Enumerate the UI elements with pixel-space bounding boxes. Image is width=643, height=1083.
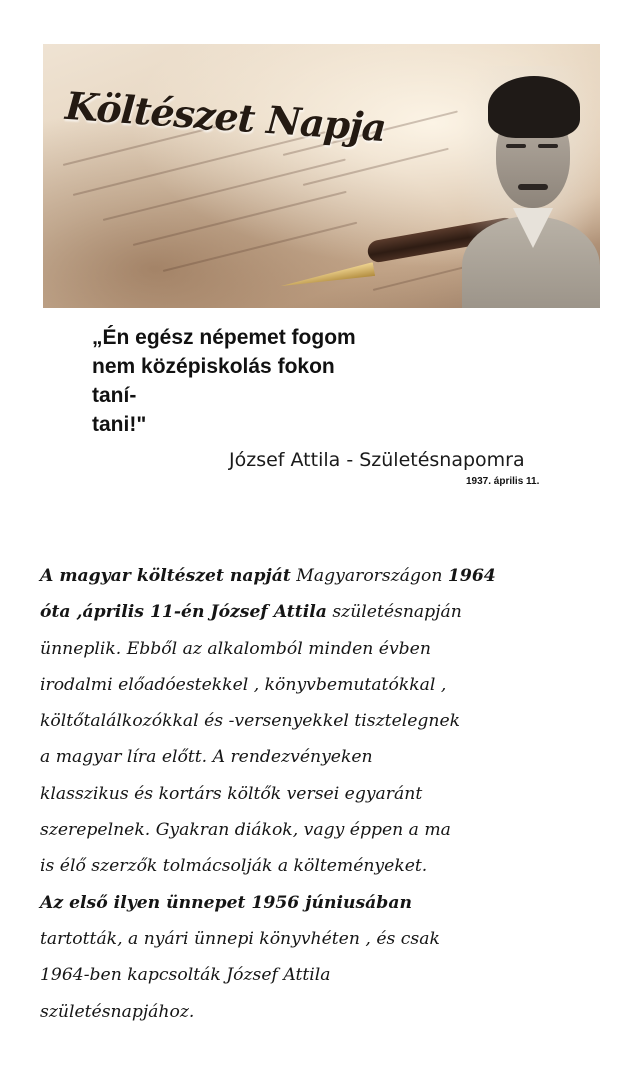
quote-line: tani!" — [92, 413, 147, 436]
portrait-icon — [458, 66, 600, 308]
body-line: klasszikus és kortárs költők versei egyaránt — [40, 783, 423, 804]
poem-quote — [92, 323, 412, 439]
quote-date: 1937. április 11. — [466, 476, 540, 487]
body-line: a magyar líra előtt. A rendezvényeken — [40, 747, 373, 768]
banner-title: Költészet Napja — [63, 82, 388, 151]
article-body — [40, 558, 605, 1030]
body-line: irodalmi előadóestekkel , könyvbemutatókkal , — [40, 674, 447, 695]
quote-line: nem középiskolás fokon — [92, 355, 335, 378]
body-line: szerepelnek. Gyakran diákok, vagy éppen a ma — [40, 820, 451, 841]
body-line: ünneplik. Ebből az alkalomból minden évben — [40, 638, 431, 659]
body-line: költőtalálkozókkal és -versenyekkel tisztelegnek — [40, 711, 461, 732]
body-line: 1964-ben kapcsolták József Attila — [40, 965, 331, 986]
quote-line: „Én egész népemet fogom — [92, 326, 356, 349]
header-banner — [43, 44, 600, 308]
body-line: is élő szerzők tolmácsolják a költeményeket. — [40, 856, 428, 877]
body-line: óta ,április 11-én József Attila születésnapján — [40, 602, 462, 623]
body-line: születésnapjához. — [40, 1001, 195, 1022]
body-line: A magyar költészet napját Magyarországon 1964 — [40, 566, 496, 586]
quote-attribution: József Attila - Születésnapomra — [229, 449, 525, 471]
body-line: Az első ilyen ünnepet 1956 júniusában — [40, 892, 412, 913]
body-line: tartották, a nyári ünnepi könyvhéten , és csak — [40, 928, 440, 949]
quote-line: taní- — [92, 384, 137, 407]
